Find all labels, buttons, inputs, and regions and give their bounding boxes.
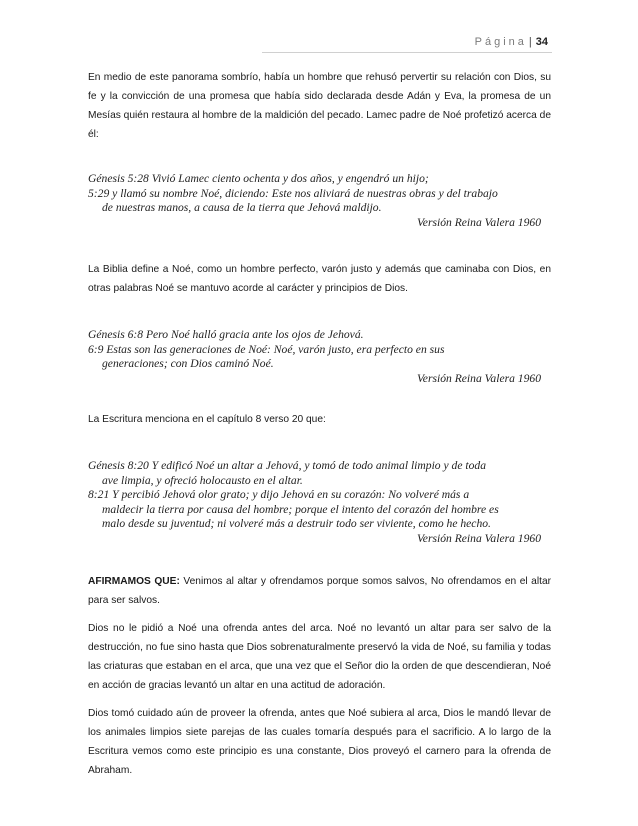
verse-line: 5:29 y llamó su nombre Noé, diciendo: Este nos aliviará de nuestras obras y del trabajo [88, 186, 498, 200]
verse-line: ave limpia, y ofreció holocausto en el altar. [102, 473, 303, 487]
verse-line: 8:21 Y percibió Jehová olor grato; y dijo Jehová en su corazón: No volveré más a [88, 488, 470, 501]
verse-line: 6:9 Estas son las generaciones de Noé: Noé, varón justo, era perfecto en sus [88, 342, 445, 356]
verse-line: malo desde su juventud; ni volveré más a destruir todo ser viviente, como he hecho. [102, 517, 491, 530]
verse-source: Versión Reina Valera 1960 [417, 371, 541, 385]
verse-source: Versión Reina Valera 1960 [417, 215, 541, 229]
page-separator: | [528, 36, 532, 48]
page-number: 34 [535, 36, 548, 48]
affirmation-text: Venimos al altar y ofrendamos porque somos salvos, No ofrendamos en el altar para ser salvos. [88, 576, 551, 606]
verse-line: de nuestras manos, a causa de la tierra que Jehová maldijo. [102, 201, 382, 214]
paragraph-offering: Dios tomó cuidado aún de proveer la ofrenda, antes que Noé subiera al arca, Dios le mandó llevar de los animales limpios siete parejas de las cuales tomaría después para el sacrificio. A lo largo de la Escritura vemos como este principio es una constante, Dios proveyó el carnero para la ofrenda de Abraham. [88, 708, 551, 776]
verse-source: Versión Reina Valera 1960 [417, 531, 541, 545]
header-divider [262, 52, 552, 53]
affirmation-lead: AFIRMAMOS QUE: [88, 576, 180, 587]
paragraph-scripture-reference: La Escritura menciona en el capítulo 8 verso 20 que: [88, 414, 326, 425]
paragraph-intro: En medio de este panorama sombrío, había un hombre que rehusó pervertir su relación con Dios, su fe y la convicción de una promesa que había sido declarada desde Adán y Eva, la promesa de un Mesías quién restaura al hombre de la maldición del pecado. Lamec padre de Noé profetizó acerca de él: [88, 72, 551, 140]
document-body [88, 68, 551, 780]
verse-line: Génesis 5:28 Vivió Lamec ciento ochenta y dos años, y engendró un hijo; [88, 172, 429, 185]
verse-block-genesis-5 [88, 172, 551, 230]
verse-block-genesis-8 [88, 459, 551, 546]
verse-line: maldecir la tierra por causa del hombre; porque el intento del corazón del hombre es [102, 502, 499, 516]
verse-block-genesis-6 [88, 328, 551, 386]
verse-line: Génesis 8:20 Y edificó Noé un altar a Jehová, y tomó de todo animal limpio y de toda [88, 459, 486, 472]
paragraph-altar: Dios no le pidió a Noé una ofrenda antes del arca. Noé no levantó un altar para ser salvo de la destrucción, no fue sino hasta que Dios sobrenaturalmente preservó la vida de Noé, su familia y todas las criaturas que estaban en el arca, que una vez que el Señor dio la orden de que descendieran, Noé en acción de gracias levantó un altar en una actitud de adoración. [88, 623, 551, 691]
paragraph-noe-definition: La Biblia define a Noé, como un hombre perfecto, varón justo y además que caminaba con Dios, en otras palabras Noé se mantuvo acorde al carácter y principios de Dios. [88, 264, 551, 294]
page-header [475, 36, 548, 48]
verse-line: Génesis 6:8 Pero Noé halló gracia ante los ojos de Jehová. [88, 328, 364, 341]
paragraph-affirmation [88, 572, 551, 610]
page-label: Página [474, 36, 527, 48]
verse-line: generaciones; con Dios caminó Noé. [102, 357, 274, 370]
